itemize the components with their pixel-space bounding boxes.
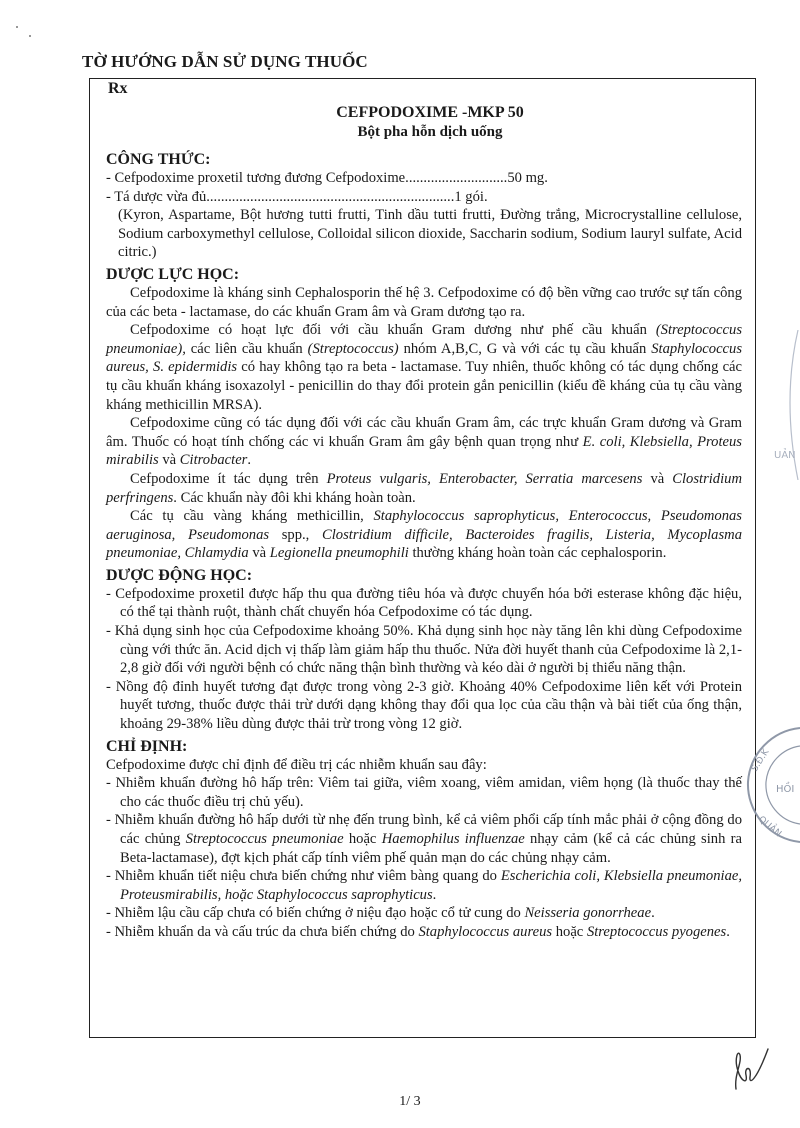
speck	[29, 35, 31, 37]
pharmacodynamics-paragraph: Cefpodoxime có hoạt lực đối với cầu khuẩn Gram dương như phế cầu khuẩn (Streptococcus pneumoniae), các liên cầu khuẩn (Streptococcus) nhóm A,B,C, G và với các tụ cầu khuẩn Staphylococcus aureus, S. epidermidis có hay không tạo ra beta - lactamase. Tuy nhiên, thuốc không có tác dụng chống các tụ cầu khuẩn kháng isoxazolyl - penicillin do thay đổi protein gắn penicillin (kiểu đề kháng của tụ cầu vàng kháng methicillin MRSA).	[106, 322, 742, 413]
formula-excipient-line: - Tá dược vừa đủ....................................................................1 gói.	[106, 188, 488, 205]
document-title: TỜ HƯỚNG DẪN SỬ DỤNG THUỐC	[82, 52, 368, 71]
speck	[16, 26, 18, 28]
indications-heading: CHỈ ĐỊNH:	[106, 737, 188, 755]
indications-intro: Cefpodoxime được chỉ định để điều trị các nhiễm khuẩn sau đây:	[106, 756, 487, 773]
pharmacodynamics-paragraph: Cefpodoxime ít tác dụng trên Proteus vulgaris, Enterobacter, Serratia marcesens và Clostridium perfringens. Các khuẩn này đôi khi kháng hoàn toàn.	[106, 470, 742, 506]
rx-label: Rx	[108, 80, 128, 97]
stamp-fragment	[772, 330, 800, 480]
indications-bullet: - Nhiễm lậu cầu cấp chưa có biến chứng ở niệu đạo hoặc cổ tử cung do Neisseria gonorrheae.	[106, 905, 655, 922]
indications-bullet: - Nhiễm khuẩn đường hô hấp dưới từ nhẹ đến trung bình, kể cả viêm phổi cấp tính mắc phải ở cộng đồng do các chủng Streptococcus pneumoniae hoặc Haemophilus influenzae nhạy cảm (kể cả các chủng sinh ra Beta-lactamase), đợt kịch phát cấp tính viêm phế quản mạn do các chủng nhạy cảm.	[106, 812, 742, 866]
document-body	[106, 150, 742, 942]
formula-active-line: - Cefpodoxime proxetil tương đương Cefpodoxime............................50 mg.	[106, 170, 548, 186]
excipient-list: (Kyron, Aspartame, Bột hương tutti frutti, Tinh dầu tutti frutti, Đường trắng, Microcrystalline cellulose, Sodium carboxymethyl cellulose, Colloidal silicon dioxide, Saccharin sodium, Sodium lauryl sulfate, Acid citric.)	[118, 207, 742, 261]
scan-specks	[14, 24, 34, 40]
stamp-text-hoi: HỒI	[776, 784, 795, 795]
pharmacodynamics-paragraph: Cefpodoxime cũng có tác dụng đối với các cầu khuẩn Gram âm, các trực khuẩn Gram dương và Gram âm. Thuốc có hoạt tính chống các vi khuẩn Gram âm gây bệnh quan trọng như E. coli, Klebsiella, Proteus mirabilis và Citrobacter.	[106, 415, 742, 469]
pharmacodynamics-paragraph: Cefpodoxime là kháng sinh Cephalosporin thế hệ 3. Cefpodoxime có độ bền vững cao trước sự tấn công của các beta - lactamase, do các khuẩn Gram âm và Gram dương tạo ra.	[106, 284, 742, 320]
stamp-text-sdk: S.Đ.K	[750, 747, 772, 774]
pharmacokinetics-bullet: - Nồng độ đỉnh huyết tương đạt được trong vòng 2-3 giờ. Khoảng 40% Cefpodoxime liên kết với Protein huyết tương, thuốc được thải trừ dưới dạng không thay đổi qua lọc của cầu thận và bài tiết của ống thận, khoảng 29-38% liều dùng được thải trừ trong vòng 12 giờ.	[106, 678, 742, 733]
formula-heading: CÔNG THỨC:	[106, 151, 211, 168]
pharmacodynamics-heading: DƯỢC LỰC HỌC:	[106, 265, 240, 283]
pharmacokinetics-heading: DƯỢC ĐỘNG HỌC:	[106, 566, 253, 584]
product-name: CEFPODOXIME -MKP 50	[336, 104, 524, 121]
pharmacodynamics-paragraph: Các tụ cầu vàng kháng methicillin, Staphylococcus saprophyticus, Enterococcus, Pseudomonas aeruginosa, Pseudomonas spp., Clostridium difficile, Bacteroides fragilis, Listeria, Mycoplasma pneumoniae, Chlamydia và Legionella pneumophili thường kháng hoàn toàn các cephalosporin.	[106, 508, 742, 562]
indications-bullet: - Nhiễm khuẩn da và cấu trúc da chưa biến chứng do Staphylococcus aureus hoặc Streptococcus pyogenes.	[106, 923, 730, 940]
stamp-fragment-text: UẢN	[774, 450, 796, 461]
stamp-text-quan: QUẢN	[756, 814, 783, 840]
registration-stamp	[738, 720, 800, 850]
product-form: Bột pha hỗn dịch uống	[357, 124, 503, 140]
indications-bullet: - Nhiễm khuẩn tiết niệu chưa biến chứng như viêm bàng quang do Escherichia coli, Klebsiella pneumoniae, Proteusmirabilis, hoặc Staphylococcus saprophyticus.	[106, 868, 742, 903]
handwritten-signature	[728, 1045, 774, 1095]
pharmacokinetics-bullet: - Cefpodoxime proxetil được hấp thu qua đường tiêu hóa và được chuyển hóa bởi esterase không đặc hiệu, có thể tại thành ruột, thành chất chuyển hóa Cefpodoxime có tác dụng.	[106, 585, 742, 621]
signature-stroke	[736, 1049, 768, 1089]
indications-bullet: - Nhiễm khuẩn đường hô hấp trên: Viêm tai giữa, viêm xoang, viêm amidan, viêm họng (là thuốc thay thế cho các thuốc điều trị chủ yếu).	[106, 775, 742, 810]
page-number: 1/ 3	[399, 1094, 421, 1109]
pharmacokinetics-bullet: - Khả dụng sinh học của Cefpodoxime khoảng 50%. Khả dụng sinh học này tăng lên khi dùng Cefpodoxime cùng với thức ăn. Acid dịch vị thấp làm giảm hấp thu thuốc. Nửa đời huyết thanh của Cefpodoxime là 2,1-2,8 giờ đối với người bệnh có chức năng thận bình thường và kéo dài ở người bị thiểu năng thận.	[106, 623, 742, 677]
